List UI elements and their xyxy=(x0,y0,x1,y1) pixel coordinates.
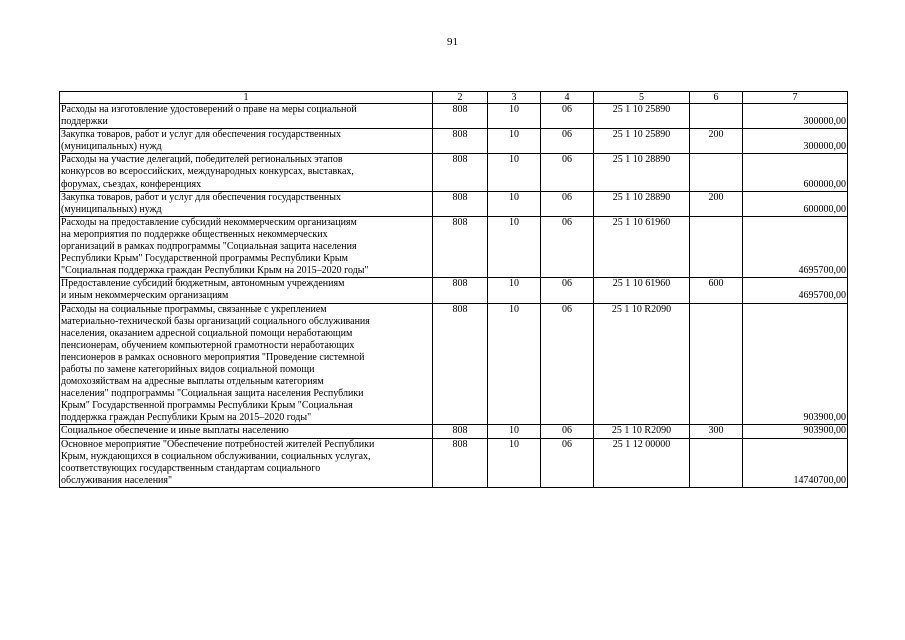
row-name-line: Закупка товаров, работ и услуг для обеспечения государственных xyxy=(61,191,342,203)
chapter-code-cell: 808 xyxy=(433,303,488,425)
table-row xyxy=(60,104,848,129)
header-cell-1: 1 xyxy=(60,92,433,104)
chapter-code-cell: 808 xyxy=(433,438,488,487)
row-name-cell xyxy=(60,278,433,303)
target-article-cell: 25 1 10 R2090 xyxy=(594,303,690,425)
header-cell-5: 5 xyxy=(594,92,690,104)
row-name-line: Республики Крым" Государственной программы Республики Крым xyxy=(61,253,348,265)
chapter-code-cell: 808 xyxy=(433,278,488,303)
amount-cell: 4695700,00 xyxy=(743,216,848,277)
row-name-line: Закупка товаров, работ и услуг для обеспечения государственных xyxy=(61,129,342,141)
subsection-code-cell: 06 xyxy=(541,425,594,438)
section-code-cell: 10 xyxy=(488,104,541,129)
page-number: 91 xyxy=(447,36,458,48)
row-name-cell xyxy=(60,104,433,129)
row-name-line: (муниципальных) нужд xyxy=(61,141,162,153)
expense-type-cell xyxy=(690,104,743,129)
subsection-code-cell: 06 xyxy=(541,154,594,191)
table-body xyxy=(60,92,848,488)
section-code-cell: 10 xyxy=(488,425,541,438)
row-name-line: "Социальная поддержка граждан Республики Крым на 2015–2020 годы" xyxy=(61,265,369,277)
row-name-cell xyxy=(60,438,433,487)
expense-type-cell xyxy=(690,303,743,425)
row-name-line: населения, оказанием адресной социальной помощи неработающим xyxy=(61,327,353,339)
chapter-code-cell: 808 xyxy=(433,104,488,129)
row-name-line: организаций в рамках подпрограммы "Социальная защита населения xyxy=(61,241,357,253)
target-article-cell: 25 1 12 00000 xyxy=(594,438,690,487)
row-name-cell xyxy=(60,425,433,438)
row-name-cell xyxy=(60,303,433,425)
row-name-cell xyxy=(60,216,433,277)
row-name-line: форумах, съездах, конференциях xyxy=(61,178,202,190)
amount-cell: 14740700,00 xyxy=(743,438,848,487)
section-code-cell: 10 xyxy=(488,278,541,303)
table-header-row xyxy=(60,92,848,104)
row-name-line: населения" подпрограммы "Социальная защита населения Республики xyxy=(61,388,364,400)
row-name-line: материально-технической базы организаций социального обслуживания xyxy=(61,315,370,327)
amount-cell: 4695700,00 xyxy=(743,278,848,303)
header-cell-2: 2 xyxy=(433,92,488,104)
table-row xyxy=(60,129,848,154)
row-name-line: пенсионерам, обучением компьютерной грамотности неработающих xyxy=(61,339,355,351)
subsection-code-cell: 06 xyxy=(541,104,594,129)
amount-cell: 903900,00 xyxy=(743,303,848,425)
subsection-code-cell: 06 xyxy=(541,438,594,487)
row-name-line: Крым" Государственной программы Республики Крым "Социальная xyxy=(61,400,353,412)
section-code-cell: 10 xyxy=(488,303,541,425)
target-article-cell: 25 1 10 61960 xyxy=(594,278,690,303)
section-code-cell: 10 xyxy=(488,154,541,191)
row-name-line: Предоставление субсидий бюджетным, автономным учреждениям xyxy=(61,278,345,290)
chapter-code-cell: 808 xyxy=(433,425,488,438)
expense-type-cell: 200 xyxy=(690,129,743,154)
table-row xyxy=(60,154,848,191)
chapter-code-cell: 808 xyxy=(433,216,488,277)
table-row xyxy=(60,438,848,487)
section-code-cell: 10 xyxy=(488,438,541,487)
expense-type-cell xyxy=(690,216,743,277)
subsection-code-cell: 06 xyxy=(541,191,594,216)
amount-cell: 300000,00 xyxy=(743,104,848,129)
expense-type-cell xyxy=(690,154,743,191)
table-row xyxy=(60,216,848,277)
row-name-line: Основное мероприятие "Обеспечение потребностей жителей Республики xyxy=(61,438,375,450)
amount-cell: 300000,00 xyxy=(743,129,848,154)
expense-type-cell: 600 xyxy=(690,278,743,303)
expense-type-cell xyxy=(690,438,743,487)
chapter-code-cell: 808 xyxy=(433,129,488,154)
expense-type-cell: 200 xyxy=(690,191,743,216)
row-name-line: Расходы на социальные программы, связанные с укреплением xyxy=(61,303,327,315)
subsection-code-cell: 06 xyxy=(541,303,594,425)
table-row xyxy=(60,278,848,303)
row-name-line: домохозяйствам на адресные выплаты отдельным категориям xyxy=(61,376,324,388)
row-name-cell xyxy=(60,154,433,191)
row-name-cell xyxy=(60,191,433,216)
section-code-cell: 10 xyxy=(488,129,541,154)
target-article-cell: 25 1 10 25890 xyxy=(594,129,690,154)
subsection-code-cell: 06 xyxy=(541,129,594,154)
row-name-line: на мероприятия по поддержке общественных некоммерческих xyxy=(61,228,328,240)
chapter-code-cell: 808 xyxy=(433,191,488,216)
budget-table xyxy=(59,91,848,488)
row-name-line: Социальное обеспечение и иные выплаты населению xyxy=(61,425,289,437)
row-name-line: пенсионеров в рамках основного мероприятия "Проведение системной xyxy=(61,351,365,363)
header-cell-6: 6 xyxy=(690,92,743,104)
table-row xyxy=(60,191,848,216)
section-code-cell: 10 xyxy=(488,216,541,277)
amount-cell: 600000,00 xyxy=(743,191,848,216)
row-name-line: обслуживания населения" xyxy=(61,474,173,486)
amount-cell: 903900,00 xyxy=(743,425,848,438)
chapter-code-cell: 808 xyxy=(433,154,488,191)
row-name-line: (муниципальных) нужд xyxy=(61,203,162,215)
expense-type-cell: 300 xyxy=(690,425,743,438)
row-name-cell xyxy=(60,129,433,154)
target-article-cell: 25 1 10 25890 xyxy=(594,104,690,129)
target-article-cell: 25 1 10 61960 xyxy=(594,216,690,277)
table-row xyxy=(60,425,848,438)
amount-cell: 600000,00 xyxy=(743,154,848,191)
row-name-line: работы по замене категорийных видов социальной помощи xyxy=(61,363,315,375)
target-article-cell: 25 1 10 28890 xyxy=(594,191,690,216)
header-cell-7: 7 xyxy=(743,92,848,104)
target-article-cell: 25 1 10 28890 xyxy=(594,154,690,191)
table-row xyxy=(60,303,848,425)
row-name-line: Расходы на изготовление удостоверений о праве на меры социальной xyxy=(61,104,357,115)
target-article-cell: 25 1 10 R2090 xyxy=(594,425,690,438)
header-cell-3: 3 xyxy=(488,92,541,104)
subsection-code-cell: 06 xyxy=(541,216,594,277)
row-name-line: поддержки xyxy=(61,116,108,128)
row-name-line: Крым, нуждающихся в социальном обслуживании, социальных услугах, xyxy=(61,450,371,462)
header-cell-4: 4 xyxy=(541,92,594,104)
row-name-line: Расходы на предоставление субсидий некоммерческим организациям xyxy=(61,216,357,228)
row-name-line: и иным некоммерческим организациям xyxy=(61,290,229,302)
row-name-line: соответствующих государственным стандартам социального xyxy=(61,462,321,474)
subsection-code-cell: 06 xyxy=(541,278,594,303)
row-name-line: Расходы на участие делегаций, победителей региональных этапов xyxy=(61,154,343,166)
row-name-line: поддержка граждан Республики Крым на 2015–2020 годы" xyxy=(61,412,312,424)
section-code-cell: 10 xyxy=(488,191,541,216)
row-name-line: конкурсов во всероссийских, международных конкурсах, выставках, xyxy=(61,166,354,178)
